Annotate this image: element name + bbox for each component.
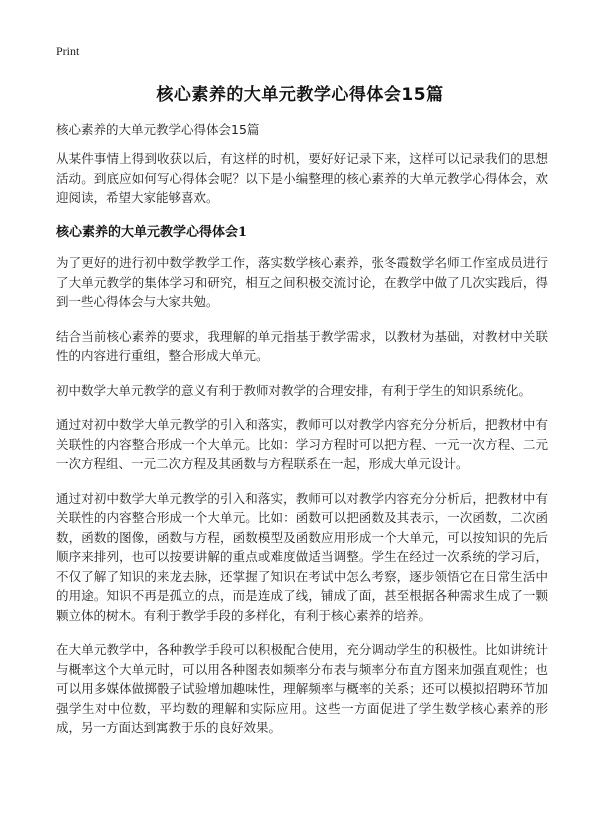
- document-title: 核心素养的大单元教学心得体会15篇: [156, 85, 444, 105]
- body-paragraph: 通过对初中数学大单元教学的引入和落实，教师可以对教学内容充分分析后，把教材中有关联性的内容整合形成一个大单元。比如：函数可以把函数及其表示，一次函数，二次函数，函数的图像，函数与方程，函数模型及函数应用形成一个大单元，可以按知识的先后顺序来排列，也可以按要讲解的重点或难度做适当调整。学生在经过一次系统的学习后，不仅了解了知识的来龙去脉，还掌握了知识在考试中怎么考察，逐步领悟它在日常生活中的用途。知识不再是孤立的点，而是连成了线，铺成了面，甚至根据各种需求生成了一颗颗立体的树木。有利于教学手段的多样化，有利于核心素养的培养。: [56, 490, 548, 623]
- body-paragraph: 通过对初中数学大单元教学的引入和落实，教师可以对教学内容充分分析后，把教材中有关联性的内容整合形成一个大单元。比如：学习方程时可以把方程、一元一次方程、二元一次方程组、一元二次方程及其函数与方程联系在一起，形成大单元设计。: [56, 417, 548, 471]
- body-paragraph: 初中数学大单元教学的意义有利于教师对教学的合理安排，有利于学生的知识系统化。: [56, 382, 532, 398]
- print-label: Print: [56, 44, 80, 58]
- section-heading: 核心素养的大单元教学心得体会1: [56, 224, 248, 240]
- document-subtitle: 核心素养的大单元教学心得体会15篇: [56, 122, 260, 137]
- document-body: [56, 149, 548, 753]
- body-paragraph: 为了更好的进行初中数学教学工作，落实数学核心素养，张冬霞数学名师工作室成员进行了大单元教学的集体学习和研究，相互之间积极交流讨论，在教学中做了几次实践后，得到一些心得体会与大家共勉。: [56, 255, 548, 309]
- body-paragraph: 结合当前核心素养的要求，我理解的单元指基于教学需求，以教材为基础，对教材中关联性的内容进行重组，整合形成大单元。: [56, 328, 548, 363]
- body-paragraph: 在大单元教学中，各种教学手段可以积极配合使用，充分调动学生的积极性。比如讲统计与概率这个大单元时，可以用各种图表如频率分布表与频率分布直方图来加强直观性；也可以用多媒体做掷骰子试验增加趣味性，理解频率与概率的关系；还可以模拟招聘环节加强学生对中位数，平均数的理解和实际应用。这些一方面促进了学生数学核心素养的形成，另一方面达到寓教于乐的良好效果。: [56, 642, 548, 735]
- intro-paragraph: 从某件事情上得到收获以后，有这样的时机，要好好记录下来，这样可以记录我们的思想活动。到底应如何写心得体会呢？以下是小编整理的核心素养的大单元教学心得体会，欢迎阅读，希望大家能够喜欢。: [56, 151, 548, 205]
